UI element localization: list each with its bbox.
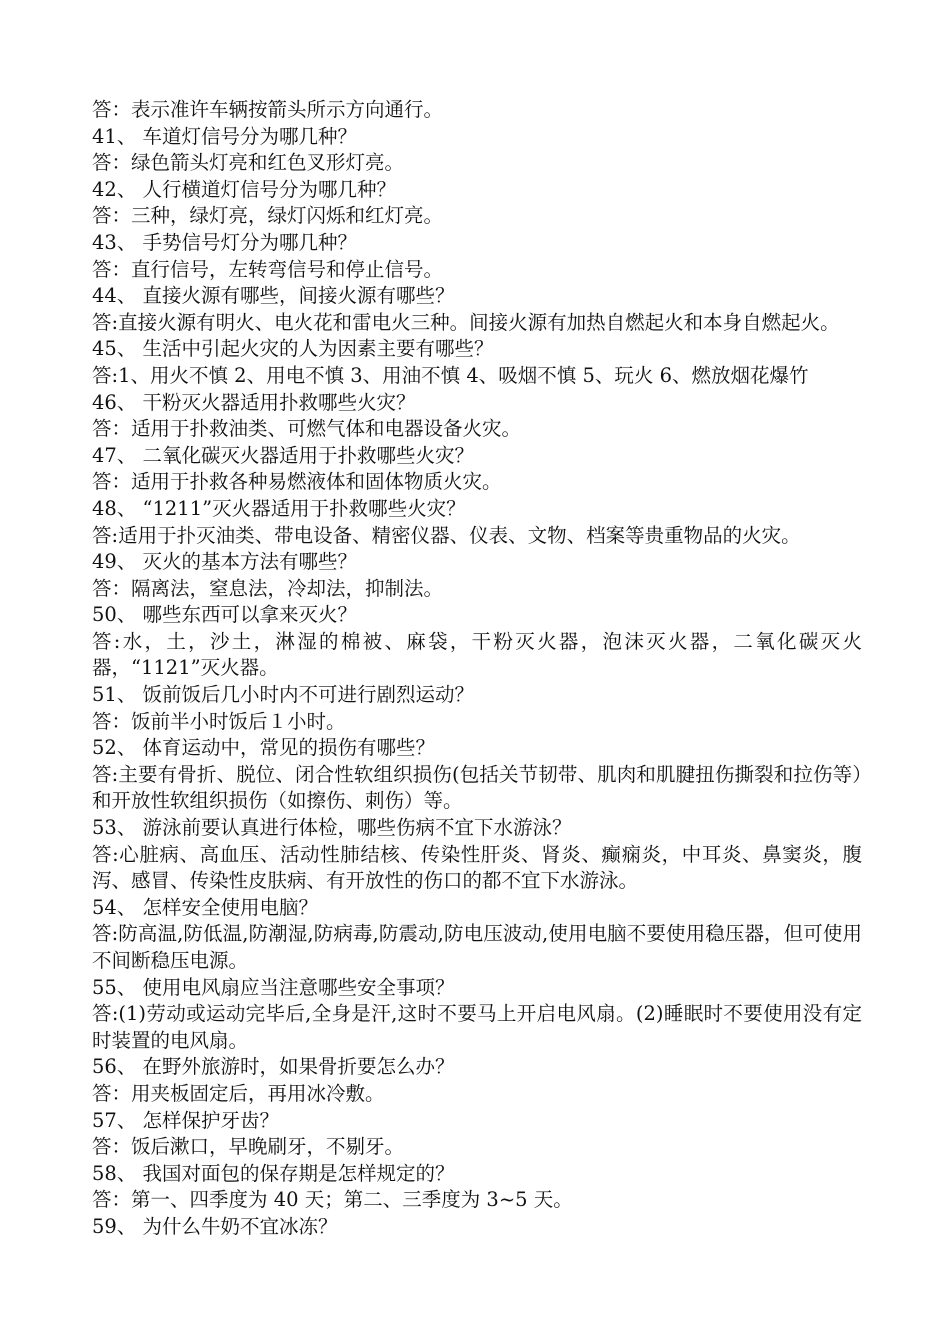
question-line: 44、 直接火源有哪些，间接火源有哪些？ bbox=[92, 284, 455, 308]
question-line: 43、 手势信号灯分为哪几种？ bbox=[92, 230, 358, 254]
question-line: 45、 生活中引起火灾的人为因素主要有哪些？ bbox=[92, 337, 494, 361]
question-line: 46、 干粉灭火器适用扑救哪些火灾？ bbox=[92, 390, 416, 414]
answer-line: 答：适用于扑救各种易燃液体和固体物质火灾。 bbox=[92, 470, 502, 494]
question-line: 58、 我国对面包的保存期是怎样规定的？ bbox=[92, 1161, 455, 1185]
answer-line: 答：直行信号，左转弯信号和停止信号。 bbox=[92, 257, 444, 281]
answer-line: 答：饭后漱口，早晚刷牙，不剔牙。 bbox=[92, 1135, 405, 1159]
question-line: 49、 灭火的基本方法有哪些？ bbox=[92, 550, 358, 574]
question-line: 56、 在野外旅游时，如果骨折要怎么办？ bbox=[92, 1055, 455, 1079]
answer-line: 答：用夹板固定后，再用冰冷敷。 bbox=[92, 1081, 385, 1105]
question-line: 52、 体育运动中，常见的损伤有哪些？ bbox=[92, 736, 436, 760]
question-line: 55、 使用电风扇应当注意哪些安全事项？ bbox=[92, 975, 455, 999]
question-line: 54、 怎样安全使用电脑？ bbox=[92, 895, 319, 919]
answer-line: 答：三种，绿灯亮，绿灯闪烁和红灯亮。 bbox=[92, 204, 444, 228]
question-line: 47、 二氧化碳灭火器适用于扑救哪些火灾？ bbox=[92, 443, 475, 467]
answer-line: 答：隔离法，窒息法，冷却法，抑制法。 bbox=[92, 576, 444, 600]
answer-line: 答：饭前半小时饭后１小时。 bbox=[92, 709, 346, 733]
document-page bbox=[92, 97, 862, 1241]
answer-line: 答:水，土，沙土，淋湿的棉被、麻袋，干粉灭火器，泡沫灭火器，二氧化碳灭火器，“1121”灭火器。 bbox=[92, 629, 862, 680]
question-line: 41、 车道灯信号分为哪几种？ bbox=[92, 124, 358, 148]
question-line: 59、 为什么牛奶不宜冰冻？ bbox=[92, 1214, 338, 1238]
question-line: 51、 饭前饭后几小时内不可进行剧烈运动？ bbox=[92, 683, 475, 707]
answer-line: 答:1、用火不慎 2、用电不慎 3、用油不慎 4、吸烟不慎 5、玩火 6、燃放烟花爆竹 bbox=[92, 363, 809, 387]
question-line: 50、 哪些东西可以拿来灭火？ bbox=[92, 603, 358, 627]
answer-line: 答:心脏病、高血压、活动性肺结核、传染性肝炎、肾炎、癫痫炎，中耳炎、鼻窦炎，腹泻、感冒、传染性皮肤病、有开放性的伤口的都不宜下水游泳。 bbox=[92, 842, 862, 893]
answer-line: 答:防高温,防低温,防潮湿,防病毒,防震动,防电压波动,使用电脑不要使用稳压器，但可使用不间断稳压电源。 bbox=[92, 922, 862, 972]
answer-line: 答:直接火源有明火、电火花和雷电火三种。间接火源有加热自燃起火和本身自燃起火。 bbox=[92, 310, 840, 334]
answer-line: 答：适用于扑救油类、可燃气体和电器设备火灾。 bbox=[92, 417, 522, 441]
answer-line: 答:(1)劳动或运动完毕后,全身是汗,这时不要马上开启电风扇。(2)睡眠时不要使用没有定时装置的电风扇。 bbox=[92, 1002, 862, 1052]
answer-line: 答：绿色箭头灯亮和红色叉形灯亮。 bbox=[92, 151, 405, 175]
question-line: 42、 人行横道灯信号分为哪几种？ bbox=[92, 177, 397, 201]
question-line: 57、 怎样保护牙齿？ bbox=[92, 1108, 280, 1132]
question-line: 53、 游泳前要认真进行体检，哪些伤病不宜下水游泳？ bbox=[92, 816, 572, 840]
answer-line: 答:适用于扑灭油类、带电设备、精密仪器、仪表、文物、档案等贵重物品的火灾。 bbox=[92, 523, 801, 547]
answer-line: 答:主要有骨折、脱位、闭合性软组织损伤(包括关节韧带、肌肉和肌腱扭伤撕裂和拉伤等）和开放性软组织损伤（如擦伤、刺伤）等。 bbox=[92, 762, 862, 813]
answer-line: 答：第一、四季度为 40 天；第二、三季度为 3~5 天。 bbox=[92, 1188, 573, 1212]
answer-line: 答：表示准许车辆按箭头所示方向通行。 bbox=[92, 98, 444, 121]
question-line: 48、 “1211”灭火器适用于扑救哪些火灾？ bbox=[92, 496, 466, 520]
